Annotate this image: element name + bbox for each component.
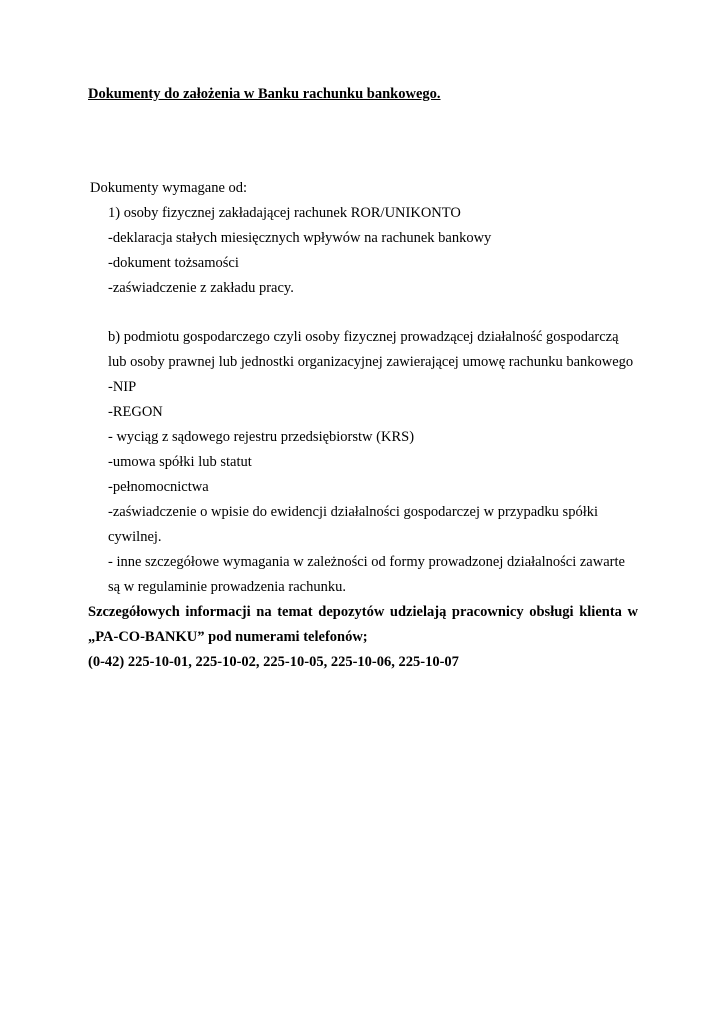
contact-line2: „PA-CO-BANKU” pod numerami telefonów; bbox=[88, 629, 368, 645]
contact-phone-numbers: (0-42) 225-10-01, 225-10-02, 225-10-05, 225-10-06, 225-10-07 bbox=[88, 654, 459, 670]
section-b-item: - wyciąg z sądowego rejestru przedsiębiorstw (KRS) bbox=[108, 429, 415, 445]
intro-text: Dokumenty wymagane od: bbox=[90, 180, 248, 196]
section-b-item: - inne szczegółowe wymagania w zależności od formy prowadzonej działalności zawarte bbox=[108, 554, 625, 570]
section-b-item: -umowa spółki lub statut bbox=[108, 454, 252, 470]
section-b-item: -REGON bbox=[108, 404, 163, 420]
section-b-heading-line2: lub osoby prawnej lub jednostki organizacyjnej zawierającej umowę rachunku bankowego bbox=[108, 354, 634, 370]
contact-line1: Szczegółowych informacji na temat depozytów udzielają pracownicy obsługi klienta w bbox=[88, 604, 638, 620]
section-a-item: -zaświadczenie z zakładu pracy. bbox=[108, 280, 294, 296]
section-b-item: -zaświadczenie o wpisie do ewidencji działalności gospodarczej w przypadku spółki bbox=[108, 504, 599, 520]
section-b-item: cywilnej. bbox=[108, 529, 162, 545]
section-a-item: -deklaracja stałych miesięcznych wpływów na rachunek bankowy bbox=[108, 230, 492, 246]
section-b-heading-line1: b) podmiotu gospodarczego czyli osoby fizycznej prowadzącej działalność gospodarczą bbox=[108, 329, 619, 345]
section-a-heading: 1) osoby fizycznej zakładającej rachunek ROR/UNIKONTO bbox=[108, 205, 461, 221]
section-a-item: -dokument tożsamości bbox=[108, 255, 239, 271]
section-b-item: są w regulaminie prowadzenia rachunku. bbox=[108, 579, 346, 595]
document-title: Dokumenty do założenia w Banku rachunku bankowego. bbox=[88, 86, 441, 102]
section-b-item: -pełnomocnictwa bbox=[108, 479, 209, 495]
section-b-item: -NIP bbox=[108, 379, 137, 395]
